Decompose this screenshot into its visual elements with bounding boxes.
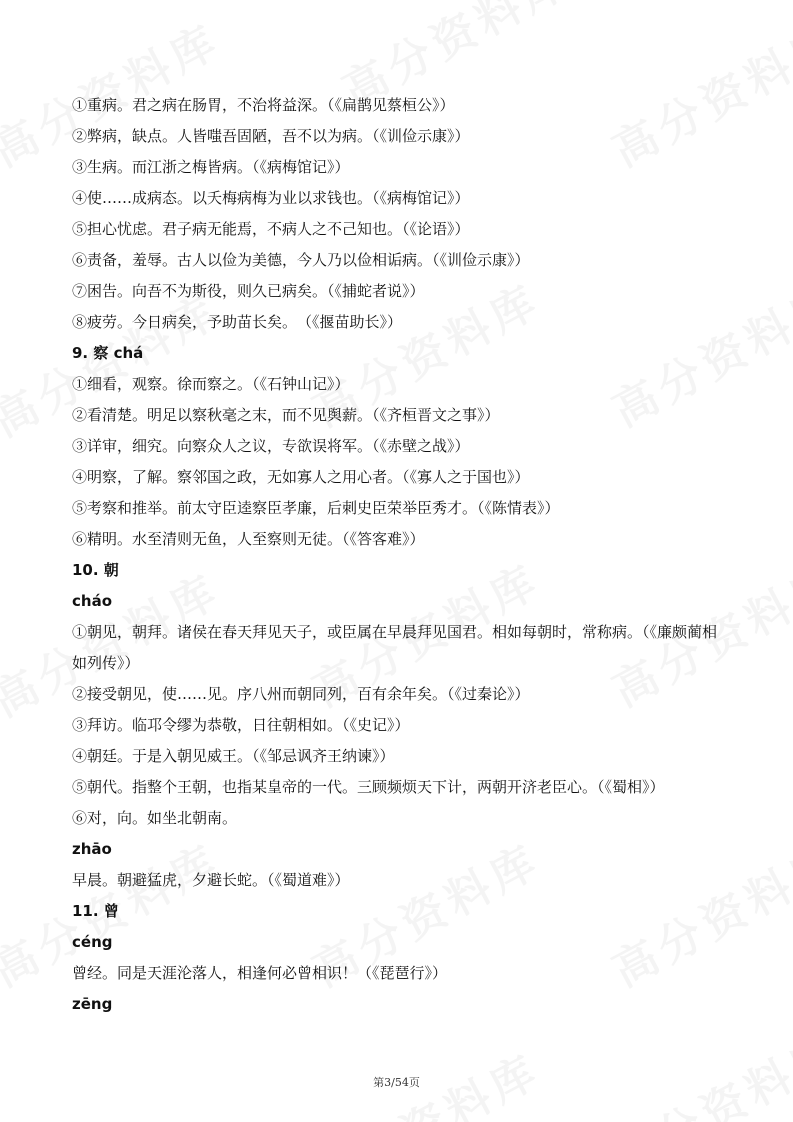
definition-line: ④朝廷。于是入朝见威王。（《邹忌讽齐王纳谏》） bbox=[72, 747, 395, 765]
entry-heading: 11. 曾 bbox=[72, 902, 119, 920]
pinyin-reading: cháo bbox=[72, 592, 112, 610]
entry-heading: 10. 朝 bbox=[72, 561, 119, 579]
definition-line: ④使……成病态。以夭梅病梅为业以求钱也。（《病梅馆记》） bbox=[72, 189, 470, 207]
definition-line: ⑥对，向。如坐北朝南。 bbox=[72, 809, 238, 827]
definition-line: ⑥责备，羞辱。古人以俭为美德，今人乃以俭相诟病。（《训俭示康》） bbox=[72, 251, 530, 269]
definition-line: 曾经。同是天涯沦落人，相逢何必曾相识！（《琵琶行》） bbox=[72, 964, 448, 982]
watermark-text bbox=[600, 1015, 793, 1122]
definition-line: ⑤朝代。指整个王朝，也指某皇帝的一代。三顾频烦天下计，两朝开济老臣心。（《蜀相》） bbox=[72, 778, 665, 796]
definition-line: ①重病。君之病在肠胃，不治将益深。（《扁鹊见蔡桓公》） bbox=[72, 96, 455, 114]
definition-line: ④明察，了解。察邻国之政，无如寡人之用心者。（《寡人之于国也》） bbox=[72, 468, 530, 486]
definition-line: ⑦困告。向吾不为斯役，则久已病矣。（《捕蛇者说》） bbox=[72, 282, 425, 300]
definition-line: 早晨。朝避猛虎，夕避长蛇。（《蜀道难》） bbox=[72, 871, 350, 889]
definition-line: ②接受朝见，使……见。序八州而朝同列，百有余年矣。（《过秦论》） bbox=[72, 685, 530, 703]
page-number: 第3/54页 bbox=[373, 1076, 420, 1089]
definition-line: ②看清楚。明足以察秋毫之末，而不见舆薪。（《齐桓晋文之事》） bbox=[72, 406, 500, 424]
entry-heading: 9. 察 chá bbox=[72, 344, 144, 362]
definition-line: ③拜访。临邛令缪为恭敬，日往朝相如。（《史记》） bbox=[72, 716, 410, 734]
definition-line: ⑤担心忧虑。君子病无能焉，不病人之不己知也。（《论语》） bbox=[72, 220, 470, 238]
pinyin-reading: zēng bbox=[72, 995, 113, 1013]
pinyin-reading: céng bbox=[72, 933, 113, 951]
definition-line: ①朝见，朝拜。诸侯在春天拜见天子，或臣属在早晨拜见国君。相如每朝时，常称病。（《廉颇蔺相如列传》） bbox=[72, 623, 718, 672]
definition-line: ③生病。而江浙之梅皆病。（《病梅馆记》） bbox=[72, 158, 350, 176]
definition-line: ⑥精明。水至清则无鱼，人至察则无徒。（《答客难》） bbox=[72, 530, 425, 548]
definition-line: ⑧疲劳。今日病矣，予助苗长矣。 （《揠苗助长》） bbox=[72, 313, 403, 331]
definition-line: ①细看，观察。徐而察之。（《石钟山记》） bbox=[72, 375, 350, 393]
definition-line: ②弊病，缺点。人皆嗤吾固陋，吾不以为病。（《训俭示康》） bbox=[72, 127, 470, 145]
pinyin-reading: zhāo bbox=[72, 840, 112, 858]
document-body bbox=[72, 90, 722, 1020]
definition-line: ⑤考察和推举。前太守臣逵察臣孝廉，后刺史臣荣举臣秀才。（《陈情表》） bbox=[72, 499, 560, 517]
definition-line: ③详审，细究。向察众人之议，专欲误将军。（《赤壁之战》） bbox=[72, 437, 470, 455]
